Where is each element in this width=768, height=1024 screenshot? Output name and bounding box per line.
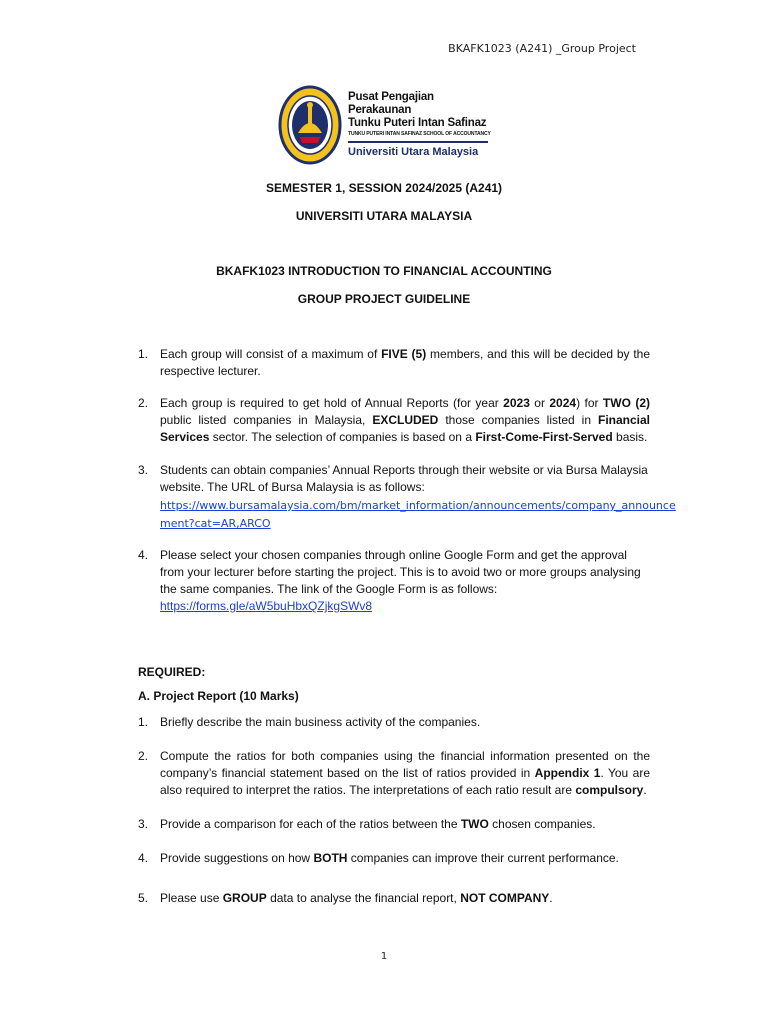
bold-run: 2024	[549, 396, 577, 410]
logo-divider	[348, 141, 488, 143]
text-run: public listed companies in Malaysia,	[160, 413, 373, 427]
logo-school-name: Pusat Pengajian Perakaunan	[348, 91, 434, 116]
google-form-link[interactable]: https://forms.gle/aW5buHbxQZjkgSWv8	[160, 599, 373, 613]
text-run: basis.	[612, 430, 648, 444]
university-title: UNIVERSITI UTARA MALAYSIA	[295, 209, 473, 223]
guideline-item-3	[138, 462, 676, 533]
course-title: BKAFK1023 INTRODUCTION TO FINANCIAL ACCOUNTING	[216, 264, 552, 278]
text-run: ) for	[576, 396, 603, 410]
required-item-5	[138, 890, 650, 907]
text-run: those companies listed in	[438, 413, 598, 427]
guideline-item-2	[138, 395, 650, 446]
text-run: .	[643, 783, 647, 797]
text-run: chosen companies.	[488, 817, 596, 831]
text-run: data to analyse the financial report,	[266, 891, 461, 905]
bold-run: TWO	[460, 817, 489, 831]
university-logo	[278, 85, 490, 165]
bold-run: TWO (2)	[602, 396, 650, 410]
guideline-item-4	[138, 547, 650, 615]
logo-school-patron: Tunku Puteri Intan Safinaz	[348, 117, 487, 129]
guideline-title: GROUP PROJECT GUIDELINE	[297, 292, 471, 306]
bold-run: compulsory	[575, 783, 644, 797]
item-number: 3.	[138, 817, 149, 831]
bold-run: EXCLUDED	[372, 413, 439, 427]
bold-run: FIVE (5)	[381, 347, 427, 361]
item-number: 5.	[138, 891, 149, 905]
bursa-url-link[interactable]	[160, 497, 676, 533]
link-line[interactable]: https://www.bursamalaysia.com/bm/market_information/announcements/company_announce	[160, 499, 676, 512]
text-run: sector. The selection of companies is based on a	[209, 430, 476, 444]
section-a-heading: A. Project Report (10 Marks)	[138, 689, 299, 703]
logo-school-english: TUNKU PUTERI INTAN SAFINAZ SCHOOL OF ACCOUNTANCY	[348, 131, 491, 137]
bold-run: 2023	[503, 396, 530, 410]
required-item-1	[138, 714, 650, 731]
required-heading: REQUIRED:	[138, 665, 206, 679]
item-number: 2.	[138, 749, 149, 763]
text-run: Each group is required to get hold of Annual Reports (for year	[160, 396, 504, 410]
guideline-item-1	[138, 346, 650, 380]
item-number: 1.	[138, 715, 149, 729]
item-number: 1.	[138, 347, 149, 361]
text-run: Please select your chosen companies through online Google Form and get the approval from your lecturer before starting the project. This is to avoid two or more groups analysing the same companies. The link of the Google Form is as follows:	[160, 548, 641, 596]
bold-run: First-Come-First-Served	[475, 430, 613, 444]
item-number: 4.	[138, 548, 149, 562]
text-run: .	[549, 891, 553, 905]
text-run: Briefly describe the main business activity of the companies.	[160, 715, 481, 729]
text-run: companies can improve their current performance.	[347, 851, 619, 865]
uum-seal-icon	[278, 85, 342, 165]
running-header: BKAFK1023 (A241) _Group Project	[448, 42, 636, 55]
text-run: Provide a comparison for each of the ratios between the	[160, 817, 461, 831]
item-number: 4.	[138, 851, 149, 865]
text-run: or	[529, 396, 550, 410]
page-number: 1	[380, 951, 388, 962]
text-run: Compute the ratios for both companies using the financial information presented on the company’s financial statement based on the list of ratios provided in	[160, 749, 650, 780]
bold-run: NOT COMPANY	[460, 891, 550, 905]
bold-run: BOTH	[313, 851, 348, 865]
bold-run: Appendix 1	[534, 766, 601, 780]
text-run: members, and this will be decided by the respective lecturer.	[160, 347, 651, 378]
required-item-4	[138, 850, 650, 867]
required-item-3	[138, 816, 650, 833]
link-line[interactable]: ment?cat=AR,ARCO	[160, 517, 271, 530]
semester-title: SEMESTER 1, SESSION 2024/2025 (A241)	[265, 181, 503, 195]
bold-run: Financial Services	[160, 413, 650, 444]
logo-university-name: Universiti Utara Malaysia	[348, 146, 479, 158]
required-item-2	[138, 748, 650, 799]
text-run: . You are also required to interpret the ratios. The interpretations of each ratio result are	[160, 766, 650, 797]
text-run: Students can obtain companies’ Annual Reports through their website or via Bursa Malaysia website. The URL of Bursa Malaysia is as follows:	[160, 463, 648, 494]
text-run: Each group will consist of a maximum of	[160, 347, 382, 361]
text-run: Please use	[160, 891, 223, 905]
bold-run: GROUP	[222, 891, 267, 905]
item-number: 2.	[138, 396, 149, 410]
text-run: Provide suggestions on how	[160, 851, 314, 865]
item-number: 3.	[138, 463, 149, 477]
